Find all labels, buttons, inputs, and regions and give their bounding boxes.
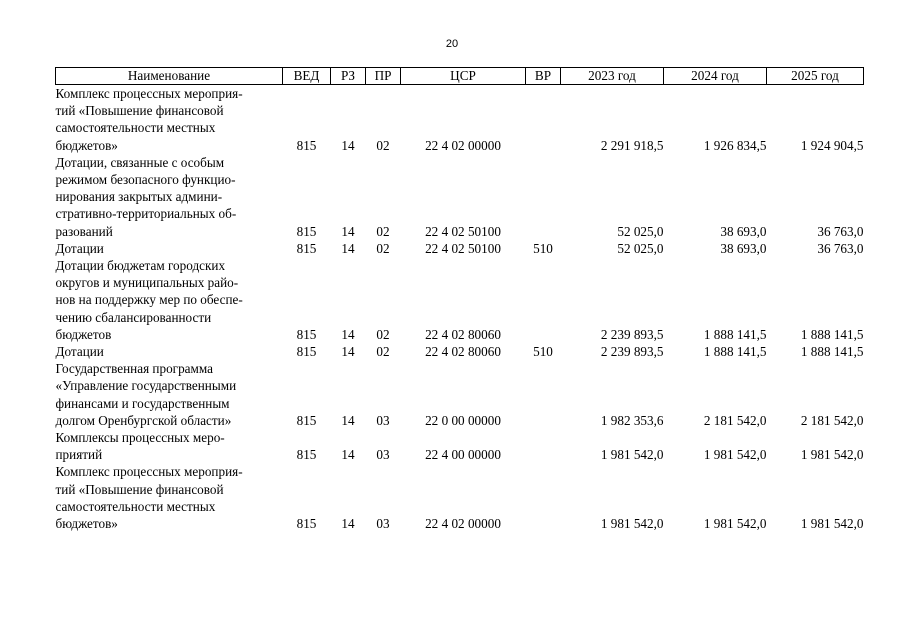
row-name: Дотации бюджетам городских округов и муниципальных райо- нов на поддержку мер по обеспе- чению сбалансированности бюджетов xyxy=(55,258,243,342)
row-2025: 36 763,0 xyxy=(817,223,864,239)
row-vr: 510 xyxy=(533,344,553,360)
row-rz: 14 xyxy=(341,326,355,342)
row-rz: 14 xyxy=(341,447,355,463)
row-2024: 38 693,0 xyxy=(720,240,767,256)
header-ved: ВЕД xyxy=(283,68,331,85)
row-ved: 815 xyxy=(296,344,317,360)
row-csr: 22 4 02 50100 xyxy=(425,223,501,239)
row-pr: 03 xyxy=(376,447,390,463)
row-pr: 03 xyxy=(376,412,390,428)
row-pr: 02 xyxy=(376,240,390,256)
table-row xyxy=(56,85,864,154)
row-2023: 2 239 893,5 xyxy=(600,326,664,342)
row-2024: 1 888 141,5 xyxy=(703,326,767,342)
row-2023: 2 239 893,5 xyxy=(600,344,664,360)
table-row xyxy=(56,154,864,240)
row-2023: 2 291 918,5 xyxy=(600,137,664,153)
header-name: Наименование xyxy=(56,68,283,85)
row-2023: 52 025,0 xyxy=(617,223,664,239)
row-ved: 815 xyxy=(296,516,317,532)
table-row xyxy=(56,257,864,343)
row-2024: 1 926 834,5 xyxy=(703,137,767,153)
row-name: Дотации, связанные с особым режимом безопасного функцио- нирования закрытых админи- стративно-территориальных об- разований xyxy=(55,154,237,239)
row-ved: 815 xyxy=(296,447,317,463)
table-row xyxy=(56,429,864,463)
row-pr: 02 xyxy=(376,326,390,342)
budget-table xyxy=(55,67,864,532)
row-rz: 14 xyxy=(341,137,355,153)
row-csr: 22 4 02 50100 xyxy=(425,240,501,256)
header-2023: 2023 год xyxy=(561,68,664,85)
row-rz: 14 xyxy=(341,344,355,360)
row-name: Дотации xyxy=(55,344,104,360)
row-ved: 815 xyxy=(296,240,317,256)
row-pr: 02 xyxy=(376,137,390,153)
table-row xyxy=(56,240,864,257)
row-rz: 14 xyxy=(341,240,355,256)
row-name: Дотации xyxy=(55,240,104,256)
row-ved: 815 xyxy=(296,137,317,153)
row-name: Комплекс процессных мероприя- тий «Повышение финансовой самостоятельности местных бюджетов» xyxy=(55,86,243,153)
page-number: 20 xyxy=(445,38,459,50)
row-csr: 22 4 02 80060 xyxy=(425,326,501,342)
row-csr: 22 4 02 00000 xyxy=(425,516,501,532)
row-rz: 14 xyxy=(341,412,355,428)
row-2025: 2 181 542,0 xyxy=(800,412,864,428)
header-vr: ВР xyxy=(526,68,561,85)
row-name: Государственная программа «Управление государственными финансами и государственным долгом Оренбургской области» xyxy=(55,361,237,428)
row-2023: 1 982 353,6 xyxy=(600,412,664,428)
row-2025: 1 981 542,0 xyxy=(800,516,864,532)
row-2025: 1 981 542,0 xyxy=(800,447,864,463)
table-row xyxy=(56,463,864,532)
row-2024: 38 693,0 xyxy=(720,223,767,239)
row-pr: 03 xyxy=(376,516,390,532)
row-csr: 22 4 00 00000 xyxy=(425,447,501,463)
header-rz: РЗ xyxy=(331,68,366,85)
row-vr xyxy=(526,257,561,343)
row-2024: 1 981 542,0 xyxy=(703,447,767,463)
row-2025: 36 763,0 xyxy=(817,240,864,256)
row-2023: 1 981 542,0 xyxy=(600,516,664,532)
header-2024: 2024 год xyxy=(664,68,767,85)
row-vr xyxy=(526,85,561,154)
table-header xyxy=(56,68,864,85)
row-vr xyxy=(526,154,561,240)
header-csr: ЦСР xyxy=(401,68,526,85)
row-vr xyxy=(526,463,561,532)
row-ved: 815 xyxy=(296,412,317,428)
table-body xyxy=(56,85,864,533)
row-2024: 1 888 141,5 xyxy=(703,344,767,360)
table-row xyxy=(56,343,864,360)
row-rz: 14 xyxy=(341,516,355,532)
row-2024: 2 181 542,0 xyxy=(703,412,767,428)
row-csr: 22 4 02 00000 xyxy=(425,137,501,153)
row-vr xyxy=(526,360,561,429)
row-vr: 510 xyxy=(533,240,553,256)
row-pr: 02 xyxy=(376,223,390,239)
row-csr: 22 4 02 80060 xyxy=(425,344,501,360)
row-2023: 52 025,0 xyxy=(617,240,664,256)
header-2025: 2025 год xyxy=(767,68,864,85)
row-name: Комплексы процессных меро- приятий xyxy=(55,430,225,463)
row-2024: 1 981 542,0 xyxy=(703,516,767,532)
table-row xyxy=(56,360,864,429)
row-vr xyxy=(526,429,561,463)
row-ved: 815 xyxy=(296,223,317,239)
row-name: Комплекс процессных мероприя- тий «Повышение финансовой самостоятельности местных бюджетов» xyxy=(55,464,243,532)
row-2023: 1 981 542,0 xyxy=(600,447,664,463)
row-rz: 14 xyxy=(341,223,355,239)
row-2025: 1 924 904,5 xyxy=(800,137,864,153)
row-2025: 1 888 141,5 xyxy=(800,344,864,360)
row-pr: 02 xyxy=(376,344,390,360)
row-2025: 1 888 141,5 xyxy=(800,326,864,342)
row-csr: 22 0 00 00000 xyxy=(425,412,501,428)
header-pr: ПР xyxy=(366,68,401,85)
row-ved: 815 xyxy=(296,326,317,342)
